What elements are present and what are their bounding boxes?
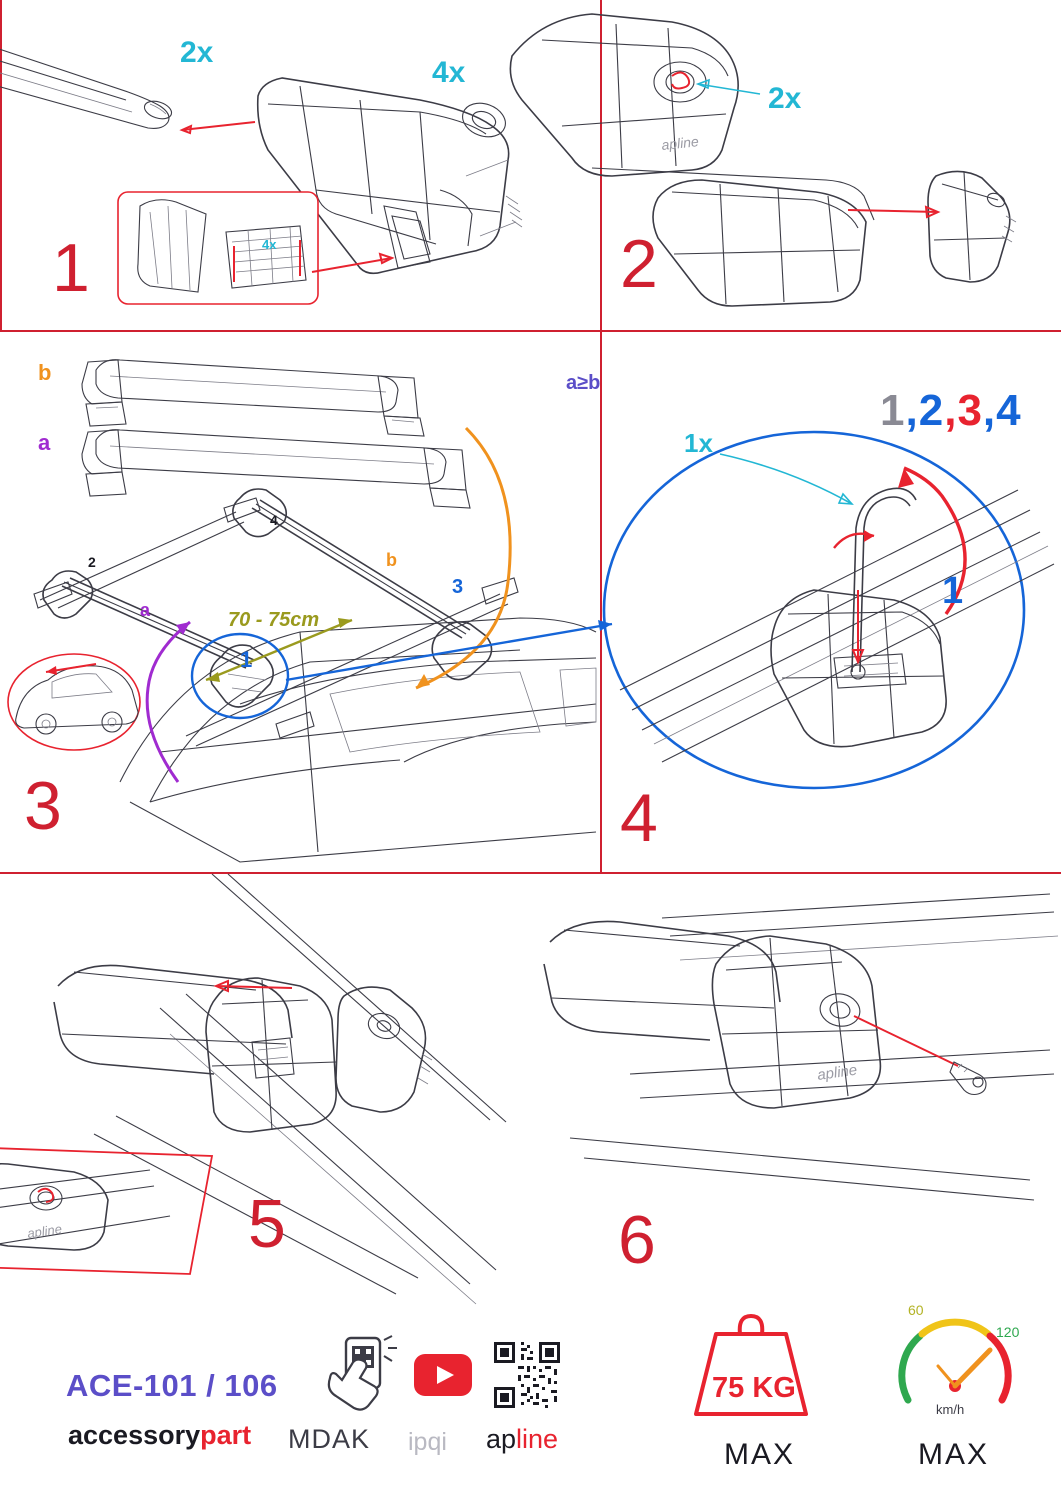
sequence-comma-3: , (982, 386, 997, 435)
step-5-inset-box (0, 1144, 212, 1274)
step-1-qty-foot: 4x (432, 56, 466, 89)
brand-ipqi: ipqi (408, 1428, 447, 1456)
step-1-inset-qty: 4x (262, 237, 277, 252)
step-5-panel (0, 874, 530, 1294)
step-3-position-4: 4 (270, 512, 278, 528)
step-2-qty: 2x (768, 82, 802, 115)
step-1-inset-box (118, 192, 318, 304)
step-2-illustration (602, 0, 1061, 330)
step-3-label-a-arrow: a (140, 600, 151, 620)
svg-text:apline: apline (26, 1221, 63, 1241)
svg-text:apline: apline (660, 133, 700, 153)
max-load-label: MAX (724, 1438, 796, 1471)
step-3-label-b-arrow: b (386, 550, 397, 570)
step-4-qty: 1x (684, 428, 713, 458)
step-6-illustration (530, 874, 1061, 1294)
step-4-turn-label: 1 (942, 570, 964, 612)
step-1-panel (0, 0, 600, 330)
step-number-3: 3 (24, 768, 63, 844)
brand-line-text: line (516, 1424, 559, 1454)
brand-mdak: MDAK (288, 1424, 371, 1454)
max-speed-label: MAX (918, 1438, 990, 1471)
step-3-position-1: 1 (240, 647, 253, 672)
step-1-qty-bar: 2x (180, 36, 214, 69)
brand-apline (486, 1424, 558, 1455)
step-number-4: 4 (620, 780, 659, 856)
youtube-icon[interactable] (414, 1354, 472, 1396)
step-3-position-3: 3 (452, 576, 464, 598)
qr-scan-icon (316, 1332, 402, 1418)
speed-max-label: 120 (996, 1324, 1020, 1340)
sequence-comma-1: , (905, 386, 919, 435)
svg-text:apline: apline (816, 1061, 859, 1084)
step-4-sequence (880, 386, 1022, 436)
step-number-5: 5 (248, 1186, 287, 1262)
brand-ap-text: ap (486, 1424, 517, 1454)
step-3-panel (0, 332, 600, 872)
sequence-part-1: 1 (880, 386, 906, 435)
step-2-panel (602, 0, 1061, 330)
step-3-distance-label: 70 - 75cm (228, 609, 320, 631)
step-number-1: 1 (52, 230, 91, 306)
step-3-position-2: 2 (88, 554, 96, 570)
step-3-label-b: b (38, 360, 52, 385)
speed-unit-label: km/h (936, 1402, 965, 1417)
step-3-label-a: a (38, 430, 51, 455)
step-3-illustration (0, 332, 600, 872)
max-load-value: 75 KG (712, 1372, 796, 1404)
step-number-2: 2 (620, 226, 659, 302)
step-4-panel (566, 332, 1061, 872)
brand-accessory-text: accessory (68, 1420, 201, 1450)
sequence-part-2: 2 (918, 386, 945, 435)
sequence-part-3: 3 (957, 386, 983, 435)
footer (0, 1290, 1061, 1500)
product-model: ACE-101 / 106 (66, 1368, 278, 1403)
speed-min-label: 60 (908, 1302, 924, 1318)
step-6-panel (530, 874, 1061, 1294)
qr-code-icon[interactable] (494, 1342, 560, 1408)
sequence-comma-2: , (944, 386, 958, 435)
brand-part-text: part (200, 1420, 252, 1450)
step-number-6: 6 (618, 1202, 657, 1278)
step-4-compare-label: a≥b (566, 372, 601, 394)
brand-accessorypart (68, 1420, 251, 1451)
sequence-part-4: 4 (996, 386, 1022, 435)
